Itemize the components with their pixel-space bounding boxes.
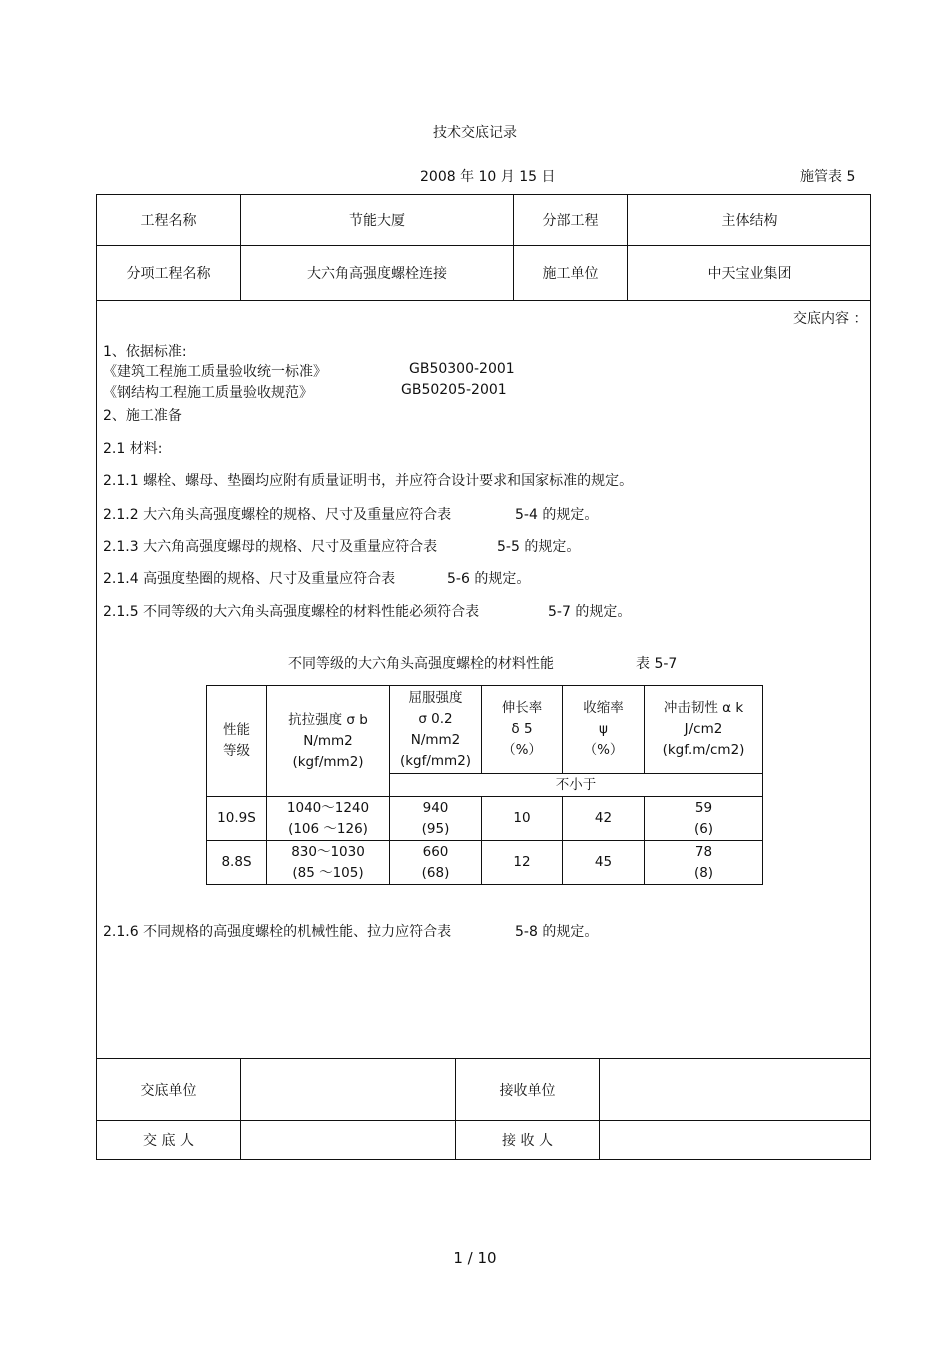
row-divider [97, 300, 871, 301]
row-grade: 8.8S [221, 854, 252, 870]
cell-text: (95) [421, 820, 450, 837]
cell-text: 78 [694, 843, 713, 860]
header-text: σ 0.2 [418, 710, 453, 727]
standard-code: GB50205-2001 [401, 382, 507, 398]
item-2-1-3: 2.1.3 大六角高强度螺母的规格、尺寸及重量应符合表 [103, 539, 438, 555]
item-2-1-4: 2.1.4 高强度垫圈的规格、尺寸及重量应符合表 [103, 571, 396, 587]
receiver-label: 接 收 人 [502, 1133, 553, 1149]
row-elongation: 10 [513, 810, 531, 826]
header-text: (kgf/mm2) [399, 752, 472, 769]
row-reduction: 45 [594, 854, 613, 870]
division-value: 主体结构 [721, 213, 778, 229]
cell-text: (6) [693, 820, 714, 837]
header-text: 性能 [223, 722, 250, 738]
receiver-unit-label: 接收单位 [499, 1082, 556, 1099]
item-2-1-5-ref: 5-7 的规定。 [548, 604, 632, 620]
receiver-field[interactable] [600, 1121, 871, 1159]
project-name-value: 节能大厦 [349, 213, 405, 229]
header-text: N/mm2 [410, 731, 461, 748]
header-text: 屈服强度 [408, 689, 463, 706]
row-impact [645, 797, 762, 840]
header-text: 伸长率 [501, 700, 543, 716]
row-elongation: 12 [513, 854, 531, 870]
header-text: J/cm2 [684, 721, 723, 737]
header-text: (kgf.m/cm2) [662, 742, 745, 758]
materials-title: 2.1 材料: [103, 441, 163, 457]
standard-code: GB50300-2001 [409, 361, 515, 377]
item-2-1-4-ref: 5-6 的规定。 [447, 571, 531, 587]
content-heading: 交底内容 ： [793, 311, 868, 327]
record-form-frame [96, 194, 871, 1160]
issuer-label: 交 底 人 [143, 1133, 194, 1149]
header-text: （%） [502, 742, 542, 758]
header-impact [645, 686, 762, 773]
header-reduction [563, 686, 644, 773]
header-text: (kgf/mm2) [292, 753, 364, 770]
row-reduction: 42 [594, 810, 613, 826]
cell-text: 1040～1240 [286, 799, 370, 816]
item-2-1-5: 2.1.5 不同等级的大六角头高强度螺栓的材料性能必须符合表 [103, 604, 480, 620]
row-yield [390, 797, 481, 840]
row-tensile [267, 841, 389, 884]
header-text: 等级 [223, 743, 250, 759]
header-text: （%） [583, 742, 624, 758]
header-tensile [267, 686, 389, 796]
row-yield [390, 841, 481, 884]
contractor-label: 施工单位 [542, 266, 599, 282]
subitem-value: 大六角高强度螺栓连接 [307, 266, 447, 282]
item-2-1-2-ref: 5-4 的规定。 [515, 507, 599, 523]
cell-text: (8) [693, 864, 714, 881]
header-text: δ 5 [511, 721, 533, 737]
item-2-1-2: 2.1.2 大六角头高强度螺栓的规格、尺寸及重量应符合表 [103, 507, 452, 523]
header-yield [390, 686, 481, 773]
item-2-1-6: 2.1.6 不同规格的高强度螺栓的机械性能、拉力应符合表 [103, 924, 452, 940]
division-label: 分部工程 [542, 213, 599, 229]
issuer-field[interactable] [241, 1121, 455, 1159]
subitem-label: 分项工程名称 [126, 266, 211, 282]
item-2-1-3-ref: 5-5 的规定。 [497, 539, 581, 555]
project-name-label: 工程名称 [140, 213, 197, 229]
receiver-unit-field[interactable] [600, 1059, 871, 1120]
cell-text: 59 [694, 799, 713, 816]
contractor-value: 中天宝业集团 [707, 266, 792, 282]
header-text: 冲击韧性 α k [663, 700, 744, 716]
issuer-unit-field[interactable] [241, 1059, 455, 1120]
row-impact [645, 841, 762, 884]
prep-title: 2、施工准备 [103, 408, 182, 424]
document-date: 2008 年 10 月 15 日 [420, 169, 556, 185]
item-2-1-6-ref: 5-8 的规定。 [515, 924, 599, 940]
header-elongation [482, 686, 562, 773]
cell-text: 660 [422, 843, 449, 860]
standard-name: 《钢结构工程施工质量验收规范》 [103, 385, 313, 401]
header-grade [207, 686, 266, 796]
form-code: 施管表 5 [800, 169, 856, 185]
table-number: 表 5-7 [636, 656, 678, 672]
cell-text: 940 [422, 799, 449, 816]
cell-text: (106 ～126) [288, 820, 368, 837]
row-tensile [267, 797, 389, 840]
item-2-1-1: 2.1.1 螺栓、螺母、垫圈均应附有质量证明书，并应符合设计要求和国家标准的规定。 [103, 473, 634, 489]
issuer-unit-label: 交底单位 [140, 1082, 197, 1099]
cell-text: 830～1030 [291, 843, 365, 860]
basis-title: 1、依据标准: [103, 344, 187, 360]
standard-name: 《建筑工程施工质量验收统一标准》 [103, 364, 327, 380]
document-title: 技术交底记录 [433, 125, 517, 141]
table-caption: 不同等级的大六角头高强度螺栓的材料性能 [288, 656, 554, 672]
header-min-note: 不小于 [555, 776, 597, 793]
page-number: 1 / 10 [453, 1249, 497, 1267]
row-grade: 10.9S [217, 810, 256, 826]
header-text: ψ [599, 721, 608, 737]
cell-text: (85 ～105) [292, 864, 364, 881]
header-text: 收缩率 [583, 700, 624, 716]
header-text: 抗拉强度 σ b [288, 711, 368, 728]
header-text: N/mm2 [303, 732, 353, 749]
cell-text: (68) [421, 864, 450, 881]
